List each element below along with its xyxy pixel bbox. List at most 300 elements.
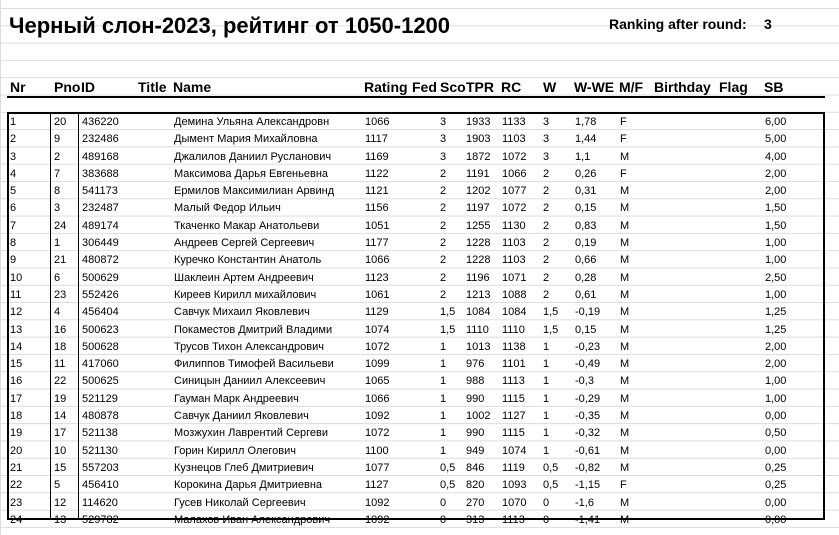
- cell-mf: M: [620, 288, 630, 301]
- cell-mf: M: [620, 340, 630, 353]
- cell-w-we: -0,35: [575, 410, 601, 423]
- cell-w: 1: [543, 410, 550, 423]
- cell-name: Филиппов Тимофей Васильеви: [174, 358, 334, 371]
- header-sco: Sco: [440, 79, 466, 95]
- cell-name: Дымент Мария Михайловна: [174, 133, 318, 146]
- cell-rc: 1071: [502, 271, 527, 284]
- cell-rc: 1130: [502, 219, 526, 232]
- cell-id: 500629: [82, 271, 119, 284]
- cell-rating: 1074: [365, 323, 390, 336]
- table-row: [0, 270, 839, 287]
- cell-rc: 1093: [502, 479, 527, 492]
- header-wwe: W-WE: [574, 79, 615, 95]
- cell-nr: 20: [10, 444, 23, 457]
- cell-rating: 1100: [365, 444, 389, 457]
- cell-tpr: 990: [466, 427, 485, 440]
- cell-mf: M: [620, 219, 630, 232]
- cell-pno: 5: [54, 479, 61, 492]
- cell-w: 1: [543, 340, 550, 353]
- cell-id: 456404: [82, 306, 119, 319]
- cell-nr: 21: [10, 461, 23, 474]
- cell-pno: 19: [54, 392, 67, 405]
- cell-w-we: -0,23: [575, 340, 601, 353]
- cell-score: 1,5: [440, 306, 456, 319]
- cell-pno: 22: [54, 375, 67, 388]
- cell-pno: 21: [54, 254, 67, 267]
- cell-name: Киреев Кирилл михайлович: [174, 288, 317, 301]
- cell-mf: M: [620, 375, 630, 388]
- cell-mf: M: [620, 461, 630, 474]
- cell-w-we: -0,61: [575, 444, 601, 457]
- cell-w-we: -1,15: [575, 479, 601, 492]
- cell-sb: 2,00: [765, 358, 787, 371]
- cell-id: 521129: [82, 392, 118, 405]
- header-rating: Rating: [364, 79, 408, 95]
- cell-rating: 1121: [365, 185, 389, 198]
- cell-rc: 1115: [502, 427, 525, 440]
- cell-w: 2: [543, 271, 550, 284]
- cell-rating: 1077: [365, 461, 390, 474]
- table-row: [0, 373, 839, 390]
- cell-id: 521138: [82, 427, 118, 440]
- cell-nr: 18: [10, 410, 23, 423]
- cell-w: 1: [543, 427, 550, 440]
- cell-score: 0: [440, 496, 447, 509]
- cell-name: Мозжухин Лаврентий Сергеви: [174, 427, 329, 440]
- cell-nr: 22: [10, 479, 23, 492]
- cell-name: Трусов Тихон Александрович: [174, 340, 324, 353]
- cell-rating: 1066: [365, 254, 390, 267]
- cell-rating: 1123: [365, 271, 389, 284]
- cell-w-we: -0,49: [575, 358, 601, 371]
- cell-tpr: 313: [466, 513, 485, 526]
- cell-sb: 0,00: [765, 410, 787, 423]
- cell-pno: 24: [54, 219, 67, 232]
- cell-name: Андреев Сергей Сергеевич: [174, 237, 315, 250]
- cell-sb: 1,00: [765, 288, 787, 301]
- cell-sb: 6,00: [765, 116, 787, 128]
- cell-pno: 20: [54, 116, 67, 128]
- table-row: [0, 287, 839, 304]
- cell-tpr: 988: [466, 375, 485, 388]
- cell-id: 417060: [82, 358, 119, 371]
- cell-score: 1: [440, 410, 447, 423]
- cell-score: 2: [440, 167, 447, 180]
- cell-tpr: 1255: [466, 219, 491, 232]
- cell-nr: 11: [10, 288, 22, 301]
- cell-score: 2: [440, 288, 447, 301]
- cell-pno: 3: [54, 202, 61, 215]
- cell-name: Горин Кирилл Олегович: [174, 444, 297, 457]
- cell-w-we: 1,78: [575, 116, 597, 128]
- cell-w-we: 0,15: [575, 202, 597, 215]
- cell-rating: 1156: [365, 202, 389, 215]
- cell-mf: M: [620, 392, 630, 405]
- cell-sb: 1,25: [765, 323, 787, 336]
- cell-tpr: 976: [466, 358, 485, 371]
- cell-score: 3: [440, 133, 447, 146]
- cell-mf: M: [620, 358, 630, 371]
- cell-rating: 1177: [365, 237, 389, 250]
- cell-name: Куречко Константин Анатоль: [174, 254, 322, 267]
- table-row: [0, 235, 839, 252]
- header-w: W: [543, 79, 557, 95]
- cell-score: 1,5: [440, 323, 456, 336]
- cell-name: Максимова Дарья Евгеньевна: [174, 167, 329, 180]
- table-row: [0, 339, 839, 356]
- cell-rc: 1070: [502, 496, 527, 509]
- header-pno: Pno: [54, 79, 81, 95]
- table-row: [0, 460, 839, 477]
- cell-rating: 1092: [365, 496, 390, 509]
- cell-mf: F: [620, 167, 627, 180]
- header-id: ID: [81, 79, 95, 95]
- cell-w: 1,5: [543, 306, 559, 319]
- cell-rc: 1077: [502, 185, 527, 198]
- header-mf: M/F: [619, 79, 644, 95]
- cell-pno: 23: [54, 288, 67, 301]
- cell-w-we: 0,19: [575, 237, 597, 250]
- cell-w: 0,5: [543, 461, 559, 474]
- cell-nr: 4: [10, 167, 17, 180]
- cell-id: 456410: [82, 479, 119, 492]
- cell-name: Кузнецов Глеб Дмитриевич: [174, 461, 314, 474]
- cell-tpr: 1202: [466, 185, 491, 198]
- cell-w: 2: [543, 254, 550, 267]
- cell-mf: M: [620, 496, 630, 509]
- cell-mf: M: [620, 254, 630, 267]
- cell-name: Ермилов Максимилиан Арвинд: [174, 185, 335, 198]
- cell-tpr: 1228: [466, 237, 491, 250]
- ranking-round-label: Ranking after round:: [609, 16, 747, 32]
- cell-sb: 1,00: [765, 254, 787, 267]
- cell-rc: 1103: [502, 237, 526, 250]
- cell-tpr: 270: [466, 496, 485, 509]
- cell-name: Джалилов Даниил Русланович: [174, 150, 332, 163]
- cell-tpr: 1191: [466, 167, 490, 180]
- cell-pno: 17: [54, 427, 67, 440]
- header-underline: [7, 96, 825, 98]
- cell-pno: 8: [54, 185, 61, 198]
- cell-mf: M: [620, 271, 630, 284]
- cell-rating: 1051: [365, 219, 390, 232]
- cell-id: 436220: [82, 116, 119, 128]
- table-row: [0, 408, 839, 425]
- cell-pno: 7: [54, 167, 61, 180]
- cell-pno: 4: [54, 306, 61, 319]
- cell-rc: 1138: [502, 340, 526, 353]
- cell-mf: M: [620, 410, 630, 423]
- cell-name: Малый Федор Ильич: [174, 202, 281, 215]
- cell-tpr: 990: [466, 392, 485, 405]
- cell-rc: 1066: [502, 167, 527, 180]
- cell-w-we: 0,28: [575, 271, 597, 284]
- cell-rating: 1092: [365, 410, 390, 423]
- cell-w: 2: [543, 288, 550, 301]
- ranking-round-value: 3: [764, 16, 772, 32]
- cell-name: Савчук Даниил Яковлевич: [174, 410, 309, 423]
- table-row: [0, 166, 839, 183]
- cell-pno: 12: [54, 496, 67, 509]
- cell-nr: 9: [10, 254, 17, 267]
- cell-sb: 2,50: [765, 271, 787, 284]
- cell-w: 3: [543, 133, 550, 146]
- cell-nr: 8: [10, 237, 17, 250]
- cell-nr: 2: [10, 133, 17, 146]
- cell-rc: 1103: [502, 254, 526, 267]
- cell-sb: 0,25: [765, 479, 787, 492]
- cell-rc: 1088: [502, 288, 527, 301]
- cell-sb: 2,00: [765, 167, 787, 180]
- cell-nr: 1: [10, 116, 17, 128]
- table-row: [0, 149, 839, 166]
- cell-w-we: 0,15: [575, 323, 597, 336]
- cell-pno: 10: [54, 444, 67, 457]
- cell-id: 489168: [82, 150, 119, 163]
- cell-tpr: 1084: [466, 306, 491, 319]
- cell-pno: 11: [54, 358, 66, 371]
- cell-w: 3: [543, 116, 550, 128]
- cell-id: 489174: [82, 219, 119, 232]
- cell-nr: 6: [10, 202, 17, 215]
- cell-w: 0: [543, 513, 550, 526]
- cell-nr: 13: [10, 323, 23, 336]
- cell-w-we: -0,82: [575, 461, 601, 474]
- table-row: [0, 425, 839, 442]
- cell-rating: 1099: [365, 358, 390, 371]
- cell-mf: M: [620, 444, 630, 457]
- cell-sb: 0,00: [765, 513, 787, 526]
- table-row: [0, 114, 839, 131]
- cell-id: 480878: [82, 410, 119, 423]
- cell-name: Корокина Дарья Дмитриевна: [174, 479, 323, 492]
- cell-mf: F: [620, 133, 627, 146]
- cell-sb: 4,00: [765, 150, 787, 163]
- cell-rc: 1101: [502, 358, 526, 371]
- cell-rating: 1066: [365, 116, 390, 128]
- cell-nr: 24: [10, 513, 23, 526]
- cell-id: 114620: [82, 496, 118, 509]
- cell-sb: 2,00: [765, 340, 787, 353]
- cell-mf: M: [620, 185, 630, 198]
- cell-w-we: 0,61: [575, 288, 597, 301]
- cell-sb: 0,25: [765, 461, 787, 474]
- header-title: Title: [138, 79, 167, 95]
- cell-tpr: 1196: [466, 271, 490, 284]
- table-row: [0, 477, 839, 494]
- cell-score: 0,5: [440, 479, 456, 492]
- cell-rc: 1110: [502, 323, 525, 336]
- cell-id: 541173: [82, 185, 118, 198]
- cell-id: 500628: [82, 340, 119, 353]
- cell-nr: 16: [10, 375, 23, 388]
- cell-name: Гауман Марк Андреевич: [174, 392, 299, 405]
- cell-id: 232487: [82, 202, 119, 215]
- cell-w: 0: [543, 496, 550, 509]
- cell-name: Малахов Иван Александрович: [174, 513, 331, 526]
- cell-pno: 16: [54, 323, 67, 336]
- cell-score: 1: [440, 375, 447, 388]
- cell-rating: 1122: [365, 167, 389, 180]
- cell-w-we: -0,19: [575, 306, 601, 319]
- cell-tpr: 1903: [466, 133, 491, 146]
- cell-rating: 1072: [365, 340, 390, 353]
- cell-w-we: 0,83: [575, 219, 597, 232]
- cell-tpr: 1213: [466, 288, 491, 301]
- cell-rating: 1065: [365, 375, 390, 388]
- cell-w: 1: [543, 392, 550, 405]
- header-birthday: Birthday: [654, 79, 711, 95]
- cell-id: 500625: [82, 375, 119, 388]
- cell-mf: M: [620, 513, 630, 526]
- cell-rating: 1169: [365, 150, 389, 163]
- cell-rc: 1072: [502, 150, 527, 163]
- table-row: [0, 391, 839, 408]
- cell-rc: 1119: [502, 461, 525, 474]
- results-table-body: [0, 114, 839, 529]
- header-nr: Nr: [10, 79, 26, 95]
- cell-w: 3: [543, 150, 550, 163]
- cell-sb: 0,50: [765, 427, 787, 440]
- cell-w: 1: [543, 375, 550, 388]
- cell-nr: 12: [10, 306, 23, 319]
- cell-w-we: -1,6: [575, 496, 594, 509]
- cell-w-we: 0,66: [575, 254, 597, 267]
- cell-score: 2: [440, 237, 447, 250]
- cell-sb: 2,00: [765, 185, 787, 198]
- cell-score: 3: [440, 150, 447, 163]
- cell-sb: 0,00: [765, 496, 787, 509]
- cell-id: 500623: [82, 323, 119, 336]
- cell-score: 2: [440, 202, 447, 215]
- cell-mf: M: [620, 323, 630, 336]
- table-row: [0, 200, 839, 217]
- cell-rating: 1092: [365, 513, 390, 526]
- cell-pno: 6: [54, 271, 61, 284]
- table-row: [0, 131, 839, 148]
- cell-name: Шаклеин Артем Андреевич: [174, 271, 314, 284]
- cell-w: 0,5: [543, 479, 559, 492]
- cell-w: 2: [543, 237, 550, 250]
- cell-sb: 1,25: [765, 306, 787, 319]
- cell-w-we: -0,3: [575, 375, 594, 388]
- cell-tpr: 1872: [466, 150, 491, 163]
- cell-name: Синицын Даниил Алексеевич: [174, 375, 326, 388]
- cell-nr: 3: [10, 150, 17, 163]
- cell-w-we: 1,1: [575, 150, 591, 163]
- cell-mf: M: [620, 202, 630, 215]
- cell-nr: 10: [10, 271, 23, 284]
- cell-score: 0: [440, 513, 447, 526]
- header-name: Name: [173, 79, 212, 95]
- cell-w: 1: [543, 444, 550, 457]
- cell-sb: 1,50: [765, 202, 787, 215]
- header-tpr: TPR: [466, 79, 494, 95]
- cell-w-we: 1,44: [575, 133, 597, 146]
- cell-w-we: 0,26: [575, 167, 597, 180]
- cell-id: 521130: [82, 444, 118, 457]
- cell-nr: 15: [10, 358, 23, 371]
- cell-rating: 1066: [365, 392, 390, 405]
- cell-rc: 1084: [502, 306, 527, 319]
- cell-pno: 14: [54, 410, 67, 423]
- cell-pno: 2: [54, 150, 61, 163]
- cell-score: 1: [440, 427, 447, 440]
- cell-name: Савчук Михаил Яковлевич: [174, 306, 310, 319]
- table-row: [0, 322, 839, 339]
- cell-rc: 1113: [502, 375, 525, 388]
- cell-rc: 1115: [502, 392, 525, 405]
- cell-tpr: 949: [466, 444, 485, 457]
- cell-tpr: 1002: [466, 410, 491, 423]
- cell-rc: 1074: [502, 444, 527, 457]
- cell-id: 552426: [82, 288, 119, 301]
- cell-id: 529782: [82, 513, 119, 526]
- cell-score: 1: [440, 392, 447, 405]
- cell-id: 306449: [82, 237, 119, 250]
- cell-nr: 7: [10, 219, 17, 232]
- cell-rating: 1072: [365, 427, 390, 440]
- cell-w: 2: [543, 202, 550, 215]
- cell-score: 0,5: [440, 461, 456, 474]
- cell-tpr: 1110: [466, 323, 489, 336]
- table-row: [0, 443, 839, 460]
- cell-w: 1,5: [543, 323, 559, 336]
- cell-tpr: 820: [466, 479, 485, 492]
- cell-sb: 1,00: [765, 375, 787, 388]
- header-fed: Fed: [412, 79, 437, 95]
- cell-tpr: 1013: [466, 340, 491, 353]
- cell-nr: 14: [10, 340, 23, 353]
- cell-nr: 5: [10, 185, 17, 198]
- cell-nr: 23: [10, 496, 23, 509]
- cell-pno: 13: [54, 513, 67, 526]
- cell-pno: 15: [54, 461, 67, 474]
- cell-name: Гусев Николай Сергеевич: [174, 496, 306, 509]
- cell-tpr: 1197: [466, 202, 490, 215]
- cell-tpr: 1228: [466, 254, 491, 267]
- cell-sb: 1,00: [765, 237, 787, 250]
- cell-w-we: -0,29: [575, 392, 601, 405]
- table-row: [0, 252, 839, 269]
- table-row: [0, 304, 839, 321]
- cell-score: 2: [440, 219, 447, 232]
- cell-rc: 1127: [502, 410, 526, 423]
- cell-rc: 1113: [502, 513, 525, 526]
- cell-rating: 1127: [365, 479, 389, 492]
- cell-w: 2: [543, 167, 550, 180]
- cell-pno: 1: [54, 237, 61, 250]
- header-rc: RC: [501, 79, 522, 95]
- cell-score: 1: [440, 358, 447, 371]
- cell-score: 1: [440, 340, 447, 353]
- cell-mf: M: [620, 150, 630, 163]
- cell-w: 1: [543, 358, 550, 371]
- cell-rc: 1103: [502, 133, 526, 146]
- cell-tpr: 1933: [466, 116, 491, 128]
- cell-id: 480872: [82, 254, 119, 267]
- cell-mf: M: [620, 237, 630, 250]
- cell-name: Покаместов Дмитрий Владими: [174, 323, 333, 336]
- cell-score: 2: [440, 254, 447, 267]
- cell-mf: F: [620, 116, 627, 128]
- cell-w: 2: [543, 219, 550, 232]
- cell-tpr: 846: [466, 461, 485, 474]
- cell-name: Ткаченко Макар Анатольеви: [174, 219, 320, 232]
- cell-mf: M: [620, 306, 630, 319]
- cell-rating: 1117: [365, 133, 388, 146]
- cell-pno: 9: [54, 133, 61, 146]
